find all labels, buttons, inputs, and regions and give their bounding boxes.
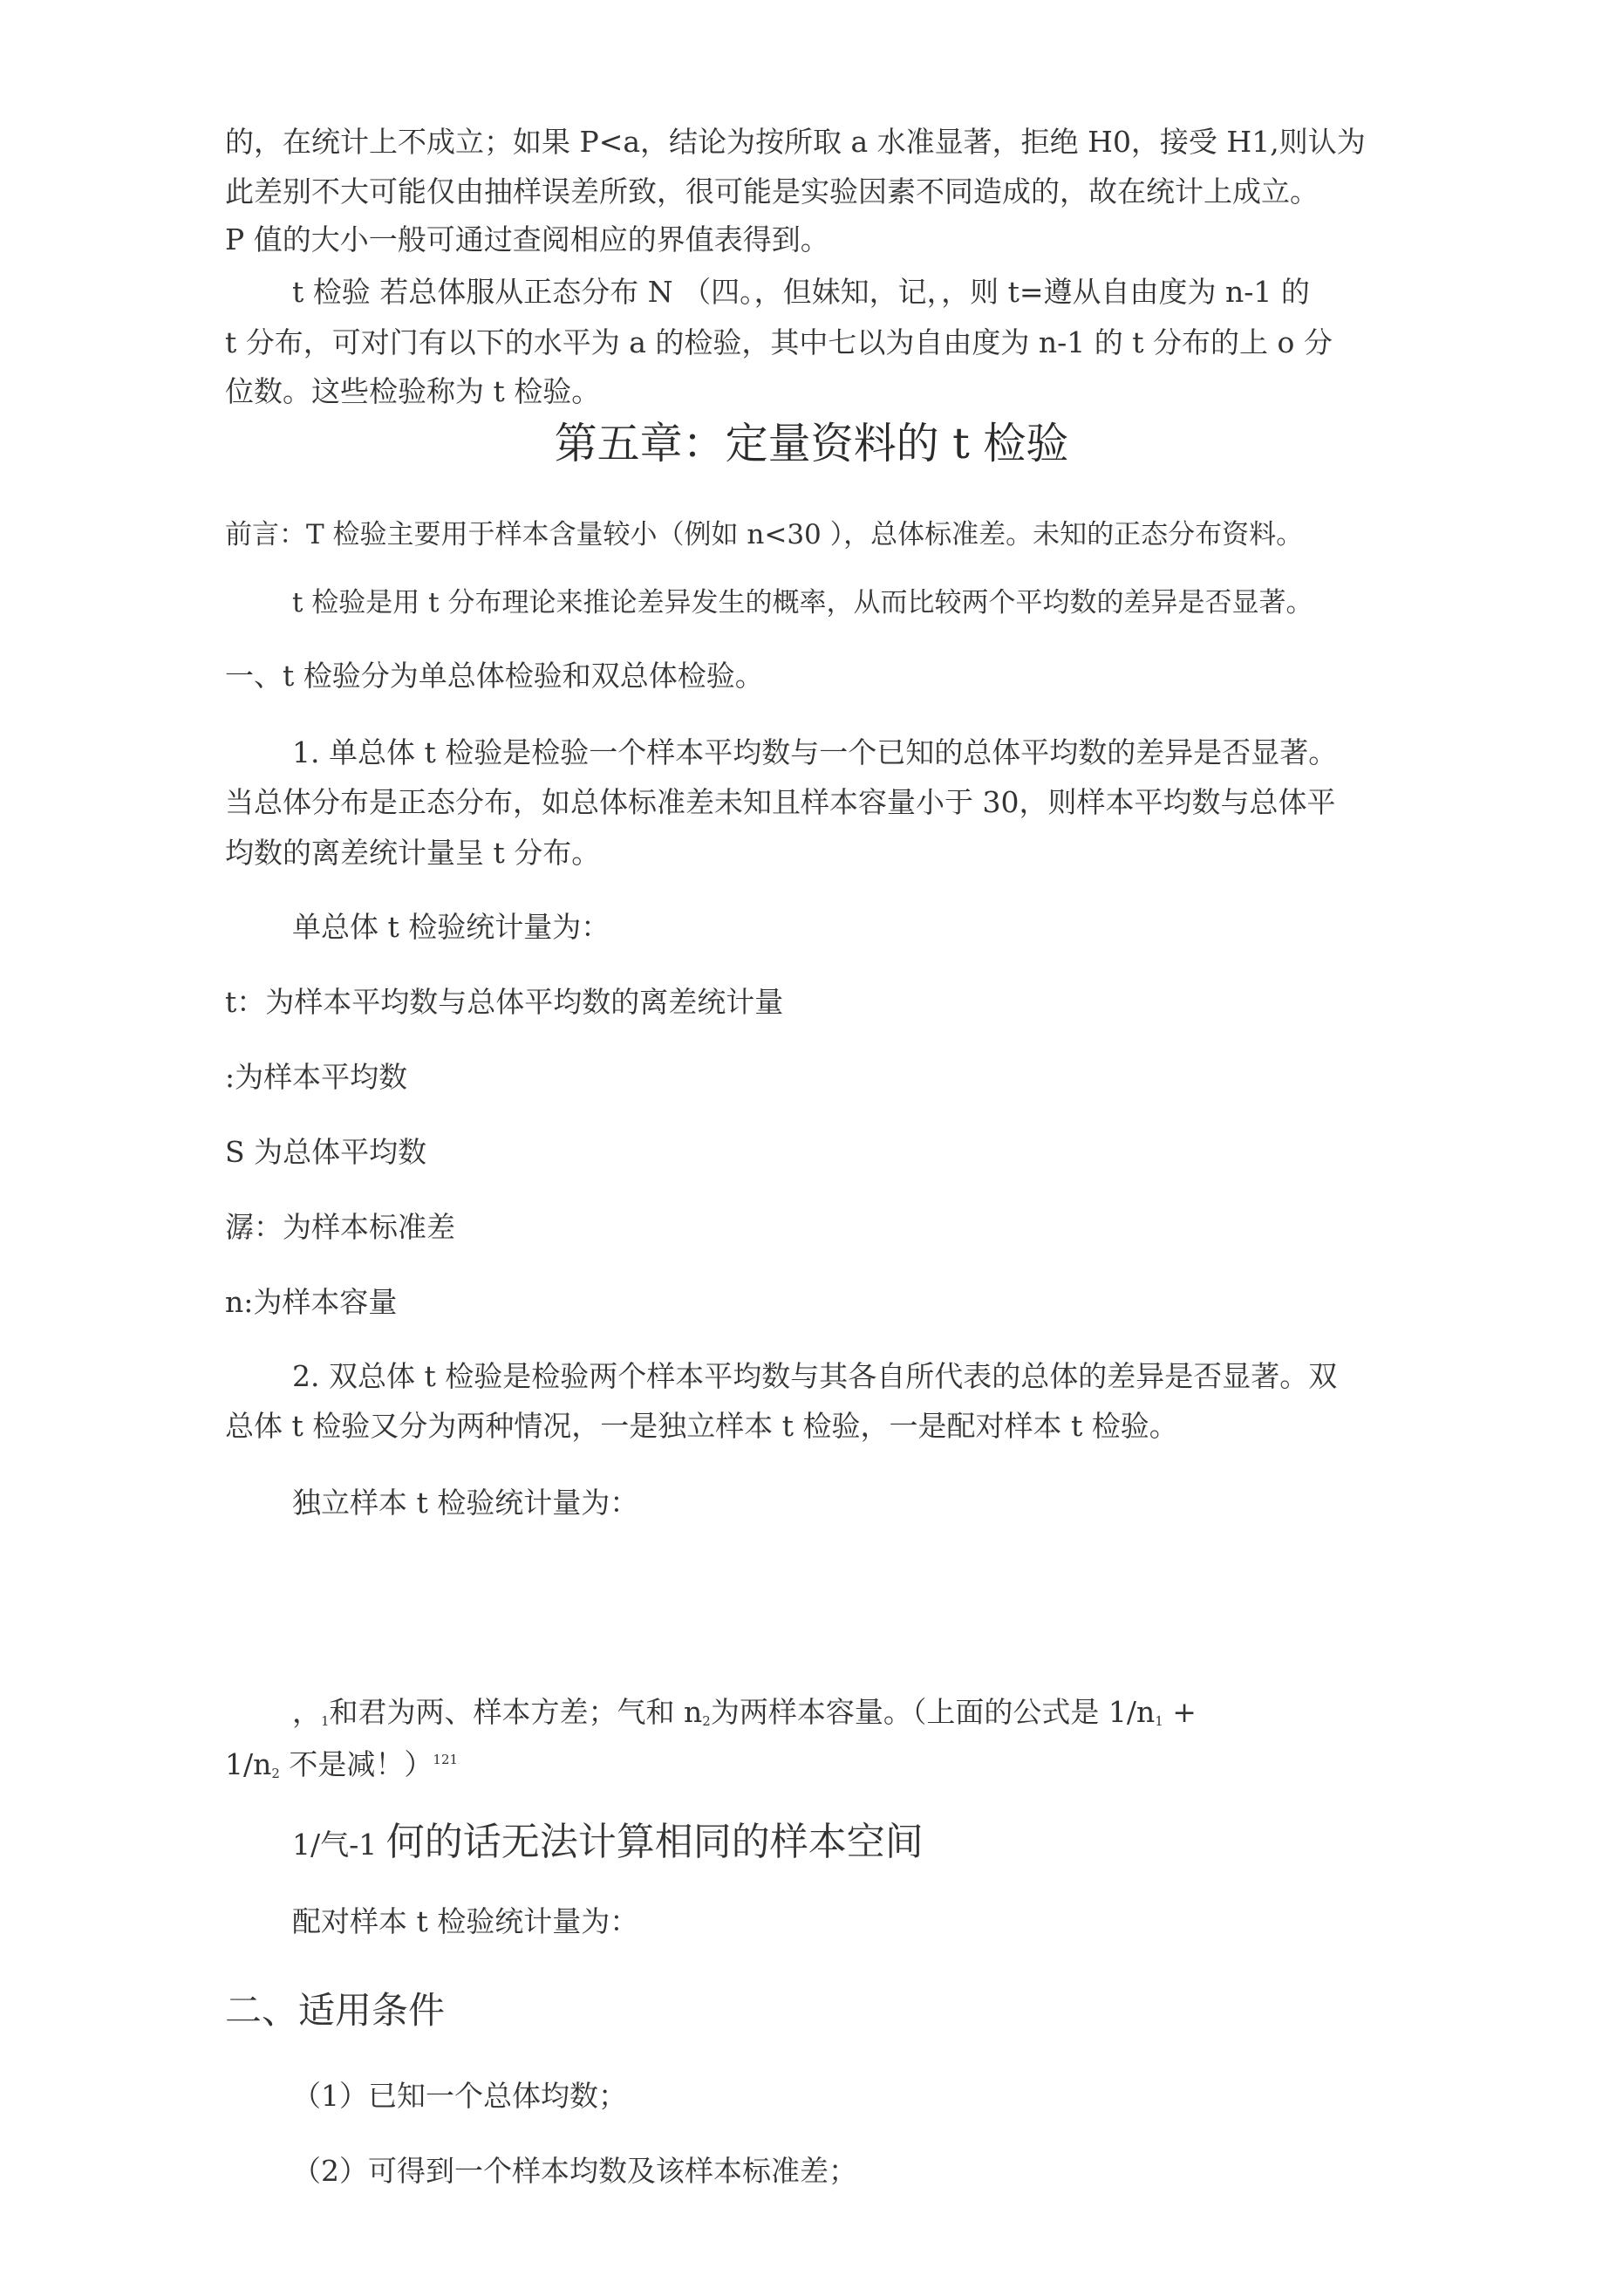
remark-line: 1/气-1 何的话无法计算相同的样本空间: [292, 1820, 924, 1864]
note-line: $1/n_2$ 不是减！）$^{121}$: [225, 1747, 459, 1781]
paragraph-line: 均数的离差统计量呈 t 分布。: [225, 836, 601, 870]
paragraph-line: 当总体分布是正态分布，如总体标准差未知且样本容量小于 30，则样本平均数与总体平: [225, 785, 1336, 819]
paragraph-line: P 值的大小一般可通过查阅相应的界值表得到。: [225, 222, 829, 256]
paragraph-line: 2. 双总体 t 检验是检验两个样本平均数与其各自所代表的总体的差异是否显著。双: [292, 1359, 1338, 1393]
definition-line: S 为总体平均数: [225, 1135, 427, 1169]
formula-area: [225, 1535, 1398, 1536]
paragraph-line: 1. 单总体 t 检验是检验一个样本平均数与一个已知的总体平均数的差异是否显著。: [292, 735, 1338, 769]
section-heading: 二、适用条件: [225, 1989, 446, 2032]
definition-line: :为样本平均数: [225, 1060, 408, 1094]
intro-line: t 检验是用 t 分布理论来推论差异发生的概率，从而比较两个平均数的差异是否显著。: [292, 587, 1313, 618]
formula-caption: 配对样本 t 检验统计量为：: [292, 1904, 639, 1938]
paragraph-line: 的，在统计上不成立；如果 P<a，结论为按所取 a 水准显著，拒绝 H0，接受 H1,则认为: [225, 125, 1366, 159]
condition-item: （1）已知一个总体均数；: [292, 2079, 627, 2113]
paragraph-line: t 分布，可对门有以下的水平为 a 的检验，其中七以为自由度为 n-1 的 t 分布的上 o 分: [225, 325, 1333, 359]
condition-item: （2）可得到一个样本均数及该样本标准差；: [292, 2154, 857, 2188]
definition-line: 潺：为样本标准差: [225, 1210, 455, 1244]
note-line: ，$_1$和君为两、样本方差；气和 $n_2$为两样本容量。（上面的公式是 $1/n_1$ +: [292, 1695, 1197, 1729]
formula-caption: 单总体 t 检验统计量为：: [292, 910, 610, 944]
chapter-title: 第五章：定量资料的 t 检验: [554, 419, 1069, 468]
paragraph-line: t 检验 若总体服从正态分布 N （四。，但妹知，记，，则 t=遵从自由度为 n-1 的: [292, 275, 1310, 309]
paragraph-line: 位数。这些检验称为 t 检验。: [225, 374, 601, 408]
formula-caption: 独立样本 t 检验统计量为：: [292, 1486, 639, 1520]
definition-line: t：为样本平均数与总体平均数的离差统计量: [225, 985, 784, 1019]
preface-line: 前言：T 检验主要用于样本含量较小（例如 n<30 ），总体标准差。未知的正态分布资料。: [225, 519, 1304, 550]
paragraph-line: 此差别不大可能仅由抽样误差所致，很可能是实验因素不同造成的，故在统计上成立。: [225, 174, 1319, 208]
section-heading: 一、t 检验分为单总体检验和双总体检验。: [225, 659, 764, 693]
paragraph-line: 总体 t 检验又分为两种情况，一是独立样本 t 检验，一是配对样本 t 检验。: [225, 1409, 1178, 1443]
definition-line: n:为样本容量: [225, 1285, 398, 1319]
